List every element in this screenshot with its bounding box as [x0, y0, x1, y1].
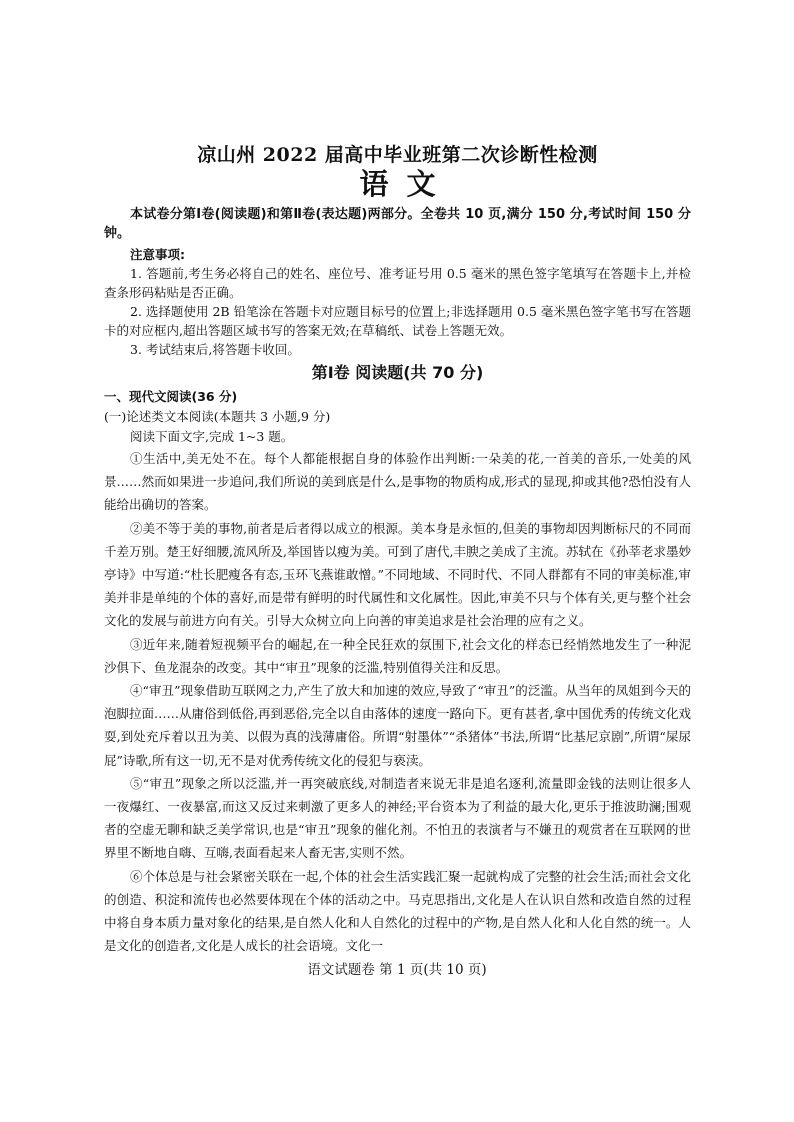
notes-heading: 注意事项: — [130, 247, 185, 262]
passage-paragraph: ③近年来,随着短视频平台的崛起,在一种全民狂欢的氛围下,社会文化的样态已经悄然地发生了一种泥沙俱下、鱼龙混杂的改变。其中“审丑”现象的泛滥,特别值得关注和反思。 — [104, 636, 691, 675]
passage-paragraph: ②美不等于美的事物,前者是后者得以成立的根源。美本身是永恒的,但美的事物却因判断标尺的不同而千差万别。楚王好细腰,流风所及,举国皆以瘦为美。可到了唐代,丰腴之美成了主流。苏轼在《孙莘老求墨妙亭诗》中写道:“杜长肥瘦各有态,玉环飞燕谁敢憎。”不同地域、不同时代、不同人群都有不同的审美标准,审美并非是单纯的个体的喜好,而是带有鲜明的时代属性和文化属性。因此,审美不只与个体有关,更与整个社会文化的发展与前进方向有关。引导大众树立向上向善的审美追求是社会治理的应有之义。 — [104, 520, 691, 629]
exam-title: 凉山州 2022 届高中毕业班第二次诊断性检测 — [197, 144, 598, 166]
part-heading: 一、现代文阅读(36 分) — [104, 389, 238, 404]
note-item: 2. 选择题使用 2B 铅笔涂在答题卡对应题目标号的位置上;非选择题用 0.5 毫米黑色签字笔书写在答题卡的对应框内,超出答题区域书写的答案无效;在草稿纸、试卷上答题无效。 — [104, 304, 691, 338]
note-item: 3. 考试结束后,将答题卡收回。 — [130, 342, 300, 357]
passage-paragraph: ⑤“审丑”现象之所以泛滥,并一再突破底线,对制造者来说无非是追名逐利,流量即金钱的法则让很多人一夜爆红、一夜暴富,而这又反过来刺激了更多人的神经;平台资本为了利益的最大化,更乐于推波助澜;围观者的空虚无聊和缺乏美学常识,也是“审丑”现象的催化剂。不怕丑的表演者与不嫌丑的观赏者在互联网的世界里不断地自嗨、互嗨,表面看起来人畜无害,实则不然。 — [104, 775, 691, 861]
notes-block — [104, 245, 691, 359]
passage-paragraph: ①生活中,美无处不在。每个人都能根据自身的体验作出判断:一朵美的花,一首美的音乐,一处美的风景……然而如果进一步追问,我们所说的美到底是什么,是事物的物质构成,形式的显现,抑或其他?恐怕没有人能给出确切的答案。 — [104, 451, 691, 513]
passage-paragraph: ④“审丑”现象借助互联网之力,产生了放大和加速的效应,导致了“审丑”的泛滥。从当年的凤姐到今天的泡脚拉面……从庸俗到低俗,再到恶俗,完全以自由落体的速度一路向下。更有甚者,拿中国优秀的传统文化戏耍,到处充斥着以丑为美、以假为真的浅薄庸俗。所谓“射墨体”“杀猪体”书法,所谓“比基尼京剧”,所谓“屎尿屁”诗歌,所有这一切,无不是对优秀传统文化的侵犯与亵渎。 — [104, 683, 691, 768]
reading-instruction: 阅读下面文字,完成 1~3 题。 — [130, 429, 294, 444]
section-title: 第Ⅰ卷 阅读题(共 70 分) — [311, 363, 484, 382]
note-item: 1. 答题前,考生务必将自己的姓名、座位号、准考证号用 0.5 毫米的黑色签字笔填写在答题卡上,并检查条形码粘贴是否正确。 — [104, 266, 691, 300]
exam-intro: 本试卷分第Ⅰ卷(阅读题)和第Ⅱ卷(表达题)两部分。全卷共 10 页,满分 150 分,考试时间 150 分钟。 — [104, 207, 691, 241]
passage-paragraph: ⑥个体总是与社会紧密关联在一起,个体的社会生活实践汇聚一起就构成了完整的社会生活;而社会文化的创造、积淀和流传也必然要体现在个体的活动之中。马克思指出,文化是人在认识自然和改造自然的过程中将自身本质力量对象化的结果,是自然人化和人自然化的过程中的产物,是自然人化和人化自然的统一。人是文化的创造者,文化是人成长的社会语境。文化一 — [104, 868, 691, 954]
subject-title: 语文 — [359, 167, 454, 201]
page-footer: 语文试题卷 第 1 页(共 10 页) — [307, 962, 487, 978]
sub-heading: (一)论述类文本阅读(本题共 3 小题,9 分) — [104, 409, 331, 424]
reading-passage — [104, 447, 691, 957]
exam-page — [104, 143, 691, 957]
